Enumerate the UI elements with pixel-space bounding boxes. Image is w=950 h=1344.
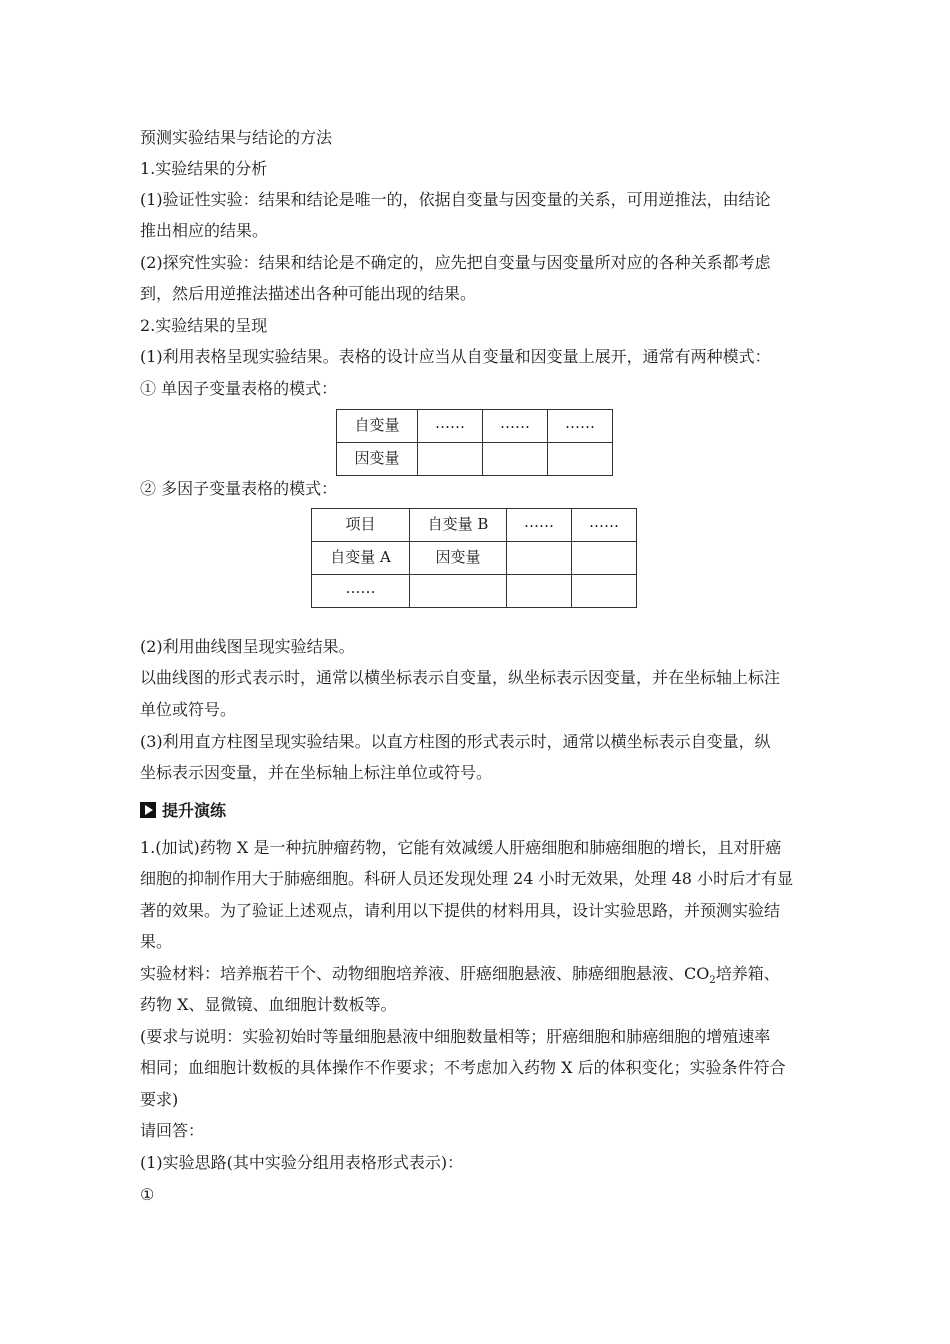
single-factor-table <box>336 409 613 476</box>
answer-prompt: 请回答： <box>140 1121 205 1140</box>
table-cell <box>548 443 613 476</box>
heading-result-analysis: 1.实验结果的分析 <box>140 159 268 178</box>
play-icon <box>140 802 156 818</box>
paragraph: (1)验证性实验：结果和结论是唯一的，依据自变量与因变量的关系，可用逆推法，由结论 <box>140 190 771 209</box>
paragraph: (3)利用直方柱图呈现实验结果。以直方柱图的形式表示时，通常以横坐标表示自变量，纵 <box>140 732 771 751</box>
requirement-text: 相同；血细胞计数板的具体操作不作要求；不考虑加入药物 X 后的体积变化；实验条件符合 <box>140 1058 786 1077</box>
requirement-text: 要求) <box>140 1090 179 1109</box>
practice-heading <box>140 801 226 821</box>
materials-line <box>140 964 780 991</box>
table-cell <box>418 443 483 476</box>
requirement-text: (要求与说明：实验初始时等量细胞悬液中细胞数量相等；肝癌细胞和肺癌细胞的增殖速率 <box>140 1027 771 1046</box>
table-cell: …… <box>312 575 410 608</box>
table-cell: 自变量 B <box>410 509 507 542</box>
question-text: 1.(加试)药物 X 是一种抗肿瘤药物，它能有效减缓人肝癌细胞和肺癌细胞的增长，且对肝癌 <box>140 838 782 857</box>
answer-prompt: (1)实验思路(其中实验分组用表格形式表示)： <box>140 1153 464 1172</box>
question-text: 细胞的抑制作用大于肺癌细胞。科研人员还发现处理 24 小时无效果，处理 48 小时后才有显 <box>140 869 794 888</box>
paragraph: 推出相应的结果。 <box>140 221 269 240</box>
table-row <box>312 509 637 542</box>
question-text: 果。 <box>140 932 173 951</box>
table-cell: 自变量 A <box>312 542 410 575</box>
multi-factor-table <box>311 508 637 608</box>
table-cell <box>507 575 572 608</box>
table-cell: 自变量 <box>337 410 418 443</box>
table-cell <box>507 542 572 575</box>
question-text: 著的效果。为了验证上述观点，请利用以下提供的材料用具，设计实验思路，并预测实验结 <box>140 901 781 920</box>
paragraph: 以曲线图的形式表示时，通常以横坐标表示自变量，纵坐标表示因变量，并在坐标轴上标注 <box>140 668 781 687</box>
paragraph: 坐标表示因变量，并在坐标轴上标注单位或符号。 <box>140 763 493 782</box>
table-cell <box>572 575 637 608</box>
table-cell: …… <box>548 410 613 443</box>
table-cell: 因变量 <box>337 443 418 476</box>
subscript: 2 <box>709 975 716 987</box>
paragraph: (2)利用曲线图呈现实验结果。 <box>140 637 355 656</box>
table-row <box>337 443 613 476</box>
table-cell: 项目 <box>312 509 410 542</box>
table-cell: …… <box>418 410 483 443</box>
table-cell <box>572 542 637 575</box>
materials-line: 药物 X、显微镜、血细胞计数板等。 <box>140 995 397 1014</box>
table-cell: …… <box>572 509 637 542</box>
table-row <box>337 410 613 443</box>
table-row <box>312 575 637 608</box>
table-cell: 因变量 <box>410 542 507 575</box>
materials-text: 实验材料：培养瓶若干个、动物细胞培养液、肝癌细胞悬液、肺癌细胞悬液、CO <box>140 964 710 983</box>
materials-text: 培养箱、 <box>715 964 780 983</box>
answer-step-marker: ① <box>140 1185 155 1204</box>
paragraph: 单位或符号。 <box>140 700 237 719</box>
table-cell: …… <box>483 410 548 443</box>
section-title: 预测实验结果与结论的方法 <box>140 128 333 147</box>
paragraph: (2)探究性实验：结果和结论是不确定的，应先把自变量与因变量所对应的各种关系都考虑 <box>140 253 771 272</box>
heading-result-presentation: 2.实验结果的呈现 <box>140 316 268 335</box>
table-cell <box>483 443 548 476</box>
table-row <box>312 542 637 575</box>
paragraph: 到，然后用逆推法描述出各种可能出现的结果。 <box>140 284 477 303</box>
paragraph: ② 多因子变量表格的模式： <box>140 479 338 498</box>
paragraph: (1)利用表格呈现实验结果。表格的设计应当从自变量和因变量上展开，通常有两种模式： <box>140 347 771 366</box>
table-cell: …… <box>507 509 572 542</box>
table-cell <box>410 575 507 608</box>
practice-heading-label: 提升演练 <box>162 801 227 820</box>
paragraph: ① 单因子变量表格的模式： <box>140 379 338 398</box>
